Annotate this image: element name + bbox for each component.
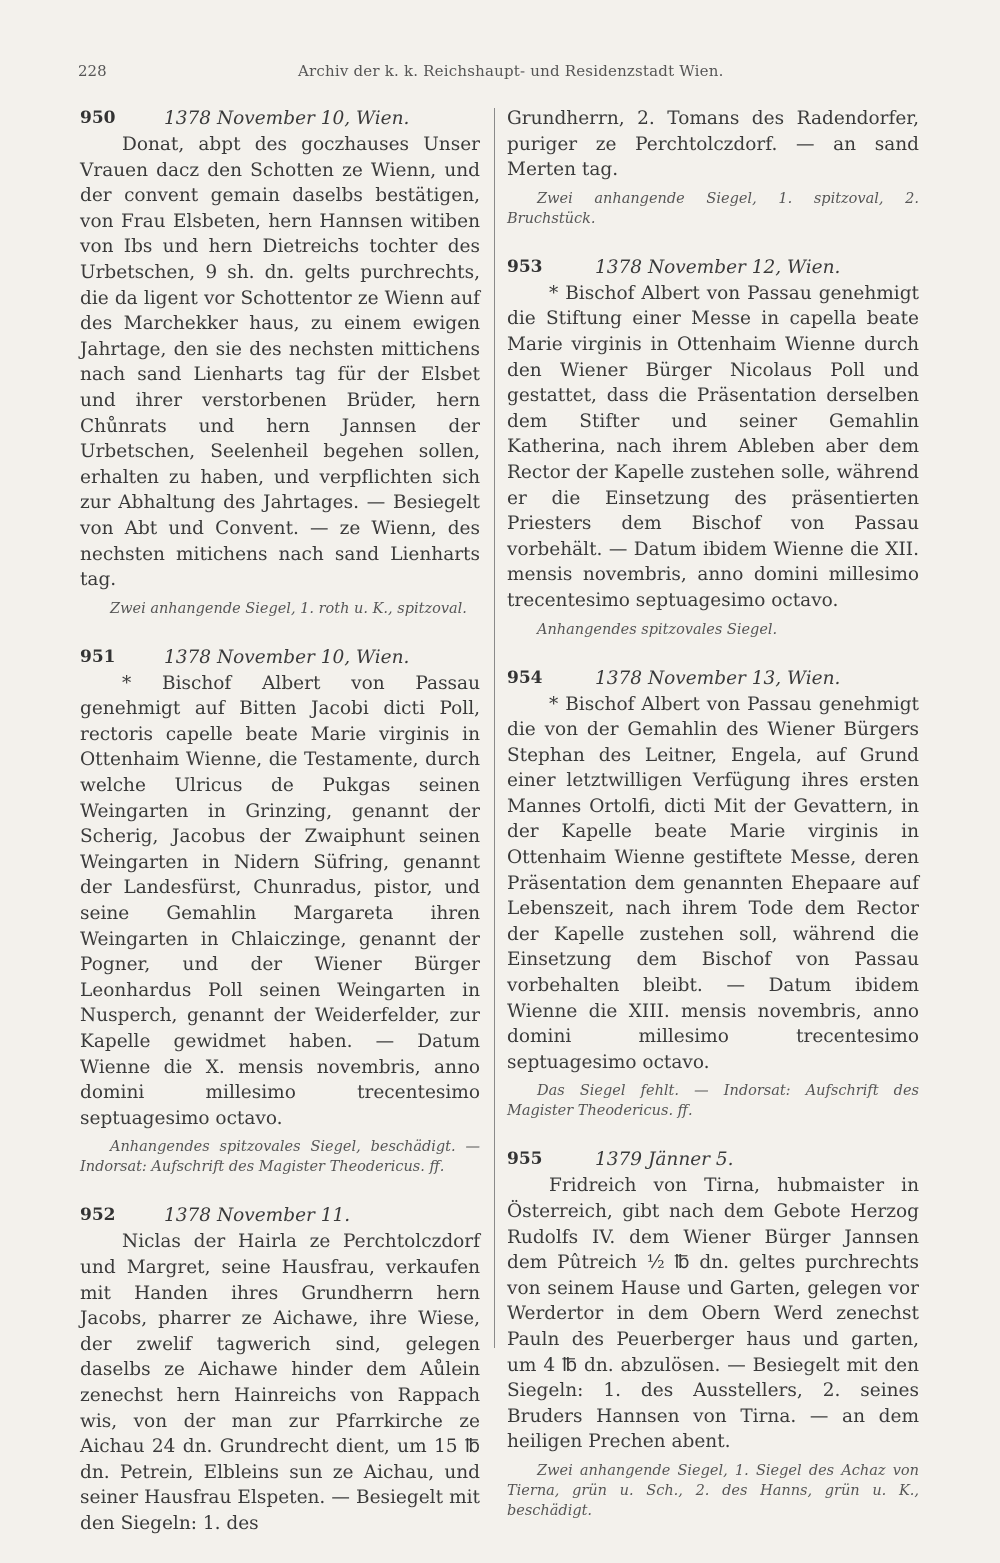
entry-heading: [507, 1147, 919, 1173]
entry-number: 952: [80, 1205, 116, 1226]
entry-number: 953: [507, 256, 543, 277]
entry-heading: [80, 645, 480, 671]
entry-heading: [507, 255, 919, 281]
entry-text: * Bischof Albert von Passau genehmigt auf Bitten Jacobi dicti Poll, rectoris capelle beate Marie virginis in Ottenhaim Wienne, die Testamente, durch welche Ulricus de Pukgas seinen Weingarten in Grinzing, genannt der Scherig, Jacobus der Zwaiphunt seinen Weingarten in Nidern Süfring, genannt der Landesfürst, Chunradus, pistor, und seine Gemahlin Margareta ihren Weingarten in Chlaiczinge, genannt der Pogner, und der Wiener Bürger Leonhardus Poll seinen Weingarten in Nusperch, genannt der Weiderfelder, zur Kapelle gewidmet haben. — Datum Wienne die X. mensis novembris, anno domini millesimo trecentesimo septuagesimo octavo.: [80, 672, 480, 1129]
entry-number: 950: [80, 108, 116, 128]
entry-952: [80, 1203, 480, 1536]
entry-text: * Bischof Albert von Passau genehmigt die Stiftung einer Messe in capella beate Marie virginis in Ottenhaim Wienne durch den Wiener Bürger Nicolaus Poll und gestattet, dass die Präsentation derselben dem Stifter und seiner Gemahlin Katherina, nach ihrem Ableben aber dem Rector der Kapelle zustehen solle, während er die Einsetzung des präsentierten Priesters dem Bischof von Passau vorbehält. — Datum ibidem Wienne die XII. mensis novembris, anno domini millesimo trecentesimo septuagesimo octavo.: [507, 282, 919, 611]
left-column: [80, 106, 480, 1563]
entry-952-continued: [507, 106, 919, 229]
seal-note: Zwei anhangende Siegel, 1. roth u. K., spitzoval.: [110, 600, 467, 617]
page-number: 228: [78, 62, 107, 80]
entry-date: 1378 November 10, Wien.: [164, 108, 410, 129]
entry-953: [507, 255, 919, 640]
seal-note: Anhangendes spitzovales Siegel.: [537, 621, 778, 638]
entry-date: 1379 Jänner 5.: [595, 1149, 734, 1171]
entry-number: 955: [507, 1149, 543, 1170]
entry-heading: [507, 666, 919, 692]
entry-955: [507, 1147, 919, 1521]
entry-951: [80, 645, 480, 1178]
entry-text: * Bischof Albert von Passau genehmigt die von der Gemahlin des Wiener Bürgers Stephan des Leitner, Engela, auf Grund einer letztwilligen Verfügung ihres ersten Mannes Ortolfi, dicti Mit der Gevattern, in der Kapelle beate Marie virginis in Ottenhaim Wienne gestiftete Messe, deren Präsentation dem genannten Ehepaare auf Lebenszeit, nach ihrem Tode dem Rector der Kapelle zustehen soll, während die Einsetzung dem Bischof von Passau vorbehalten bleibt. — Datum ibidem Wienne die XIII. mensis novembris, anno domini millesimo trecentesimo septuagesimo octavo.: [507, 693, 919, 1073]
running-title: Archiv der k. k. Reichshaupt- und Residenzstadt Wien.: [298, 62, 724, 80]
entry-heading: [80, 106, 480, 132]
entry-text: Grundherrn, 2. Tomans des Radendorfer, puriger ze Perchtolczdorf. — an sand Merten tag.: [507, 108, 919, 181]
entry-heading: [80, 1203, 480, 1229]
entry-date: 1378 November 11.: [164, 1205, 351, 1227]
entry-text: Niclas der Hairla ze Perchtolczdorf und Margret, seine Hausfrau, verkaufen mit Handen ihres Grundherrn hern Jacobs, pharrer ze Aichawe, ihre Wiese, der zwelif tagwerich sind, gelegen daselbs ze Aichawe hinder dem Aůlein zenechst hern Hainreichs von Rappach wis, von der man zur Pfarrkirche ze Aichau 24 dn. Grundrecht dient, um 15 ℔ dn. Petrein, Elbleins sun ze Aichau, und seiner Hausfrau Elspeten. — Besiegelt mit den Siegeln: 1. des: [80, 1231, 480, 1534]
right-column: [507, 106, 919, 1547]
entry-text: Donat, abpt des goczhauses Unser Vrauen dacz den Schotten ze Wienn, und der convent gemain daselbs bestätigen, von Frau Elsbeten, hern Hannsen witiben von Ibs und hern Dietreichs tochter des Urbetschen, 9 sh. dn. gelts purchrechts, die da ligent vor Schottentor ze Wienn auf des Marchekker haus, zu einem ewigen Jahrtage, den sie des nechsten mittichens nach sand Lienharts tag für der Elsbet und ihrer verstorbenen Brüder, hern Chůnrats und hern Jannsen der Urbetschen, Seelenheil begehen sollen, erhalten zu haben, und verpflichten sich zur Abhaltung des Jahrtages. — Besiegelt von Abt und Convent. — ze Wienn, des nechsten mitichens nach sand Lienharts tag.: [80, 134, 480, 591]
entry-date: 1378 November 10, Wien.: [164, 646, 410, 668]
seal-note: Anhangendes spitzovales Siegel, beschädigt. — Indorsat: Aufschrift des Magister Theodericus. ff.: [80, 1139, 480, 1176]
entry-950: [80, 106, 480, 619]
entry-date: 1378 November 12, Wien.: [595, 256, 841, 278]
entry-date: 1378 November 13, Wien.: [595, 667, 841, 689]
entry-text: Fridreich von Tirna, hubmaister in Österreich, gibt nach dem Gebote Herzog Rudolfs IV. dem Wiener Bürger Jannsen dem Pûtreich ½ ℔ dn. geltes purchrechts von seinem Hause und Garten, gelegen vor Werdertor in dem Obern Werd zenechst Pauln des Peuerberger haus und garten, um 4 ℔ dn. abzulösen. — Besiegelt mit den Siegeln: 1. des Ausstellers, 2. seines Bruders Hannsen von Tirna. — an dem heiligen Prechen abent.: [507, 1175, 919, 1453]
entry-954: [507, 666, 919, 1122]
entry-number: 954: [507, 667, 543, 688]
entry-number: 951: [80, 646, 116, 667]
seal-note: Zwei anhangende Siegel, 1. spitzoval, 2. Bruchstück.: [507, 190, 919, 227]
column-divider: [494, 108, 495, 1348]
seal-note: Zwei anhangende Siegel, 1. Siegel des Achaz von Tierna, grün u. Sch., 2. des Hanns, grün u. K., beschädigt.: [507, 1462, 919, 1519]
seal-note: Das Siegel fehlt. — Indorsat: Aufschrift des Magister Theodericus. ff.: [507, 1083, 919, 1120]
